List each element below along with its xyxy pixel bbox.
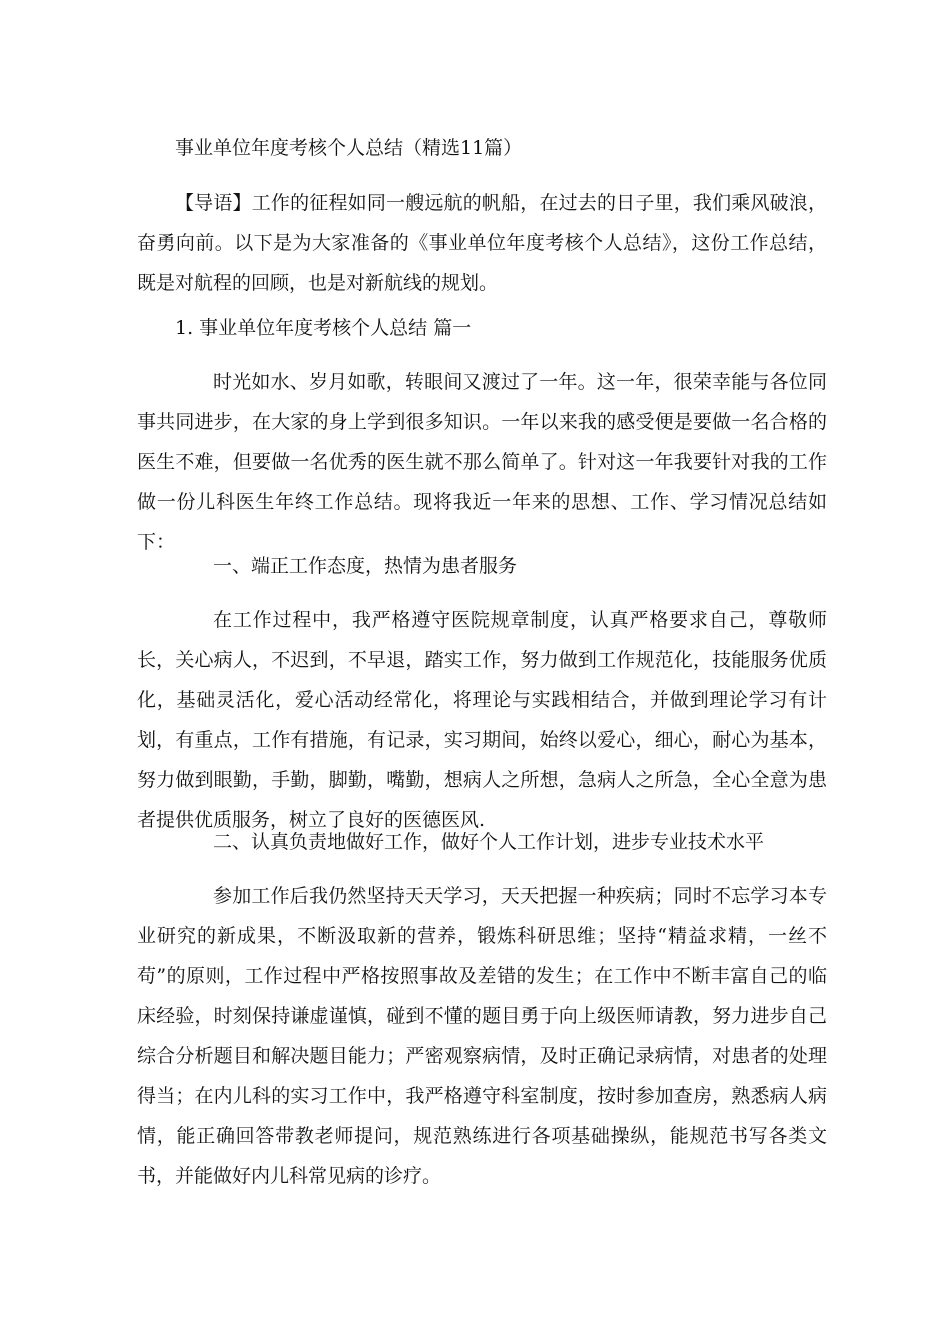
paragraph-2-text: 在工作过程中，我严格遵守医院规章制度，认真严格要求自己，尊敬师长，关心病人，不迟到，不早退，踏实工作，努力做到工作规范化，技能服务优质化，基础灵活化，爱心活动经常化，将理论与实践相结合，并做到理论学习有计划，有重点，工作有措施，有记录，实习期间，始终以爱心，细心，耐心为基本，努力做到眼勤，手勤，脚勤，嘴勤，想病人之所想，急病人之所急，全心全意为患者提供优质服务，树立了良好的医德医风. [137, 609, 827, 831]
intro-text: 【导语】工作的征程如同一艘远航的帆船，在过去的日子里，我们乘风破浪，奋勇向前。以下是为大家准备的《事业单位年度考核个人总结》，这份工作总结，既是对航程的回顾，也是对新航线的规划。 [137, 192, 827, 294]
document-title: 事业单位年度考核个人总结（精选11篇） [175, 137, 523, 159]
subheading-2: 二、认真负责地做好工作，做好个人工作计划，进步专业技术水平 [213, 831, 765, 853]
paragraph-1 [137, 362, 827, 562]
paragraph-1-text: 时光如水、岁月如歌，转眼间又渡过了一年。这一年，很荣幸能与各位同事共同进步，在大家的身上学到很多知识。一年以来我的感受便是要做一名合格的医生不难，但要做一名优秀的医生就不那么简单了。针对这一年我要针对我的工作做一份儿科医生年终工作总结。现将我近一年来的思想、工作、学习情况总结如下： [137, 371, 827, 553]
subheading-1: 一、端正工作态度，热情为患者服务 [213, 555, 518, 577]
intro-paragraph [137, 183, 827, 303]
section-heading: 1. 事业单位年度考核个人总结 篇一 [175, 317, 472, 339]
paragraph-3 [137, 876, 827, 1196]
paragraph-3-text: 参加工作后我仍然坚持天天学习，天天把握一种疾病；同时不忘学习本专业研究的新成果，不断汲取新的营养，锻炼科研思维；坚持“精益求精，一丝不苟”的原则，工作过程中严格按照事故及差错的发生；在工作中不断丰富自己的临床经验，时刻保持谦虚谨慎，碰到不懂的题目勇于向上级医师请教，努力进步自己综合分析题目和解决题目能力；严密观察病情，及时正确记录病情，对患者的处理得当；在内儿科的实习工作中，我严格遵守科室制度，按时参加查房，熟悉病人病情，能正确回答带教老师提问，规范熟练进行各项基础操纵，能规范书写各类文书，并能做好内儿科常见病的诊疗。 [137, 885, 827, 1187]
paragraph-2 [137, 600, 827, 840]
